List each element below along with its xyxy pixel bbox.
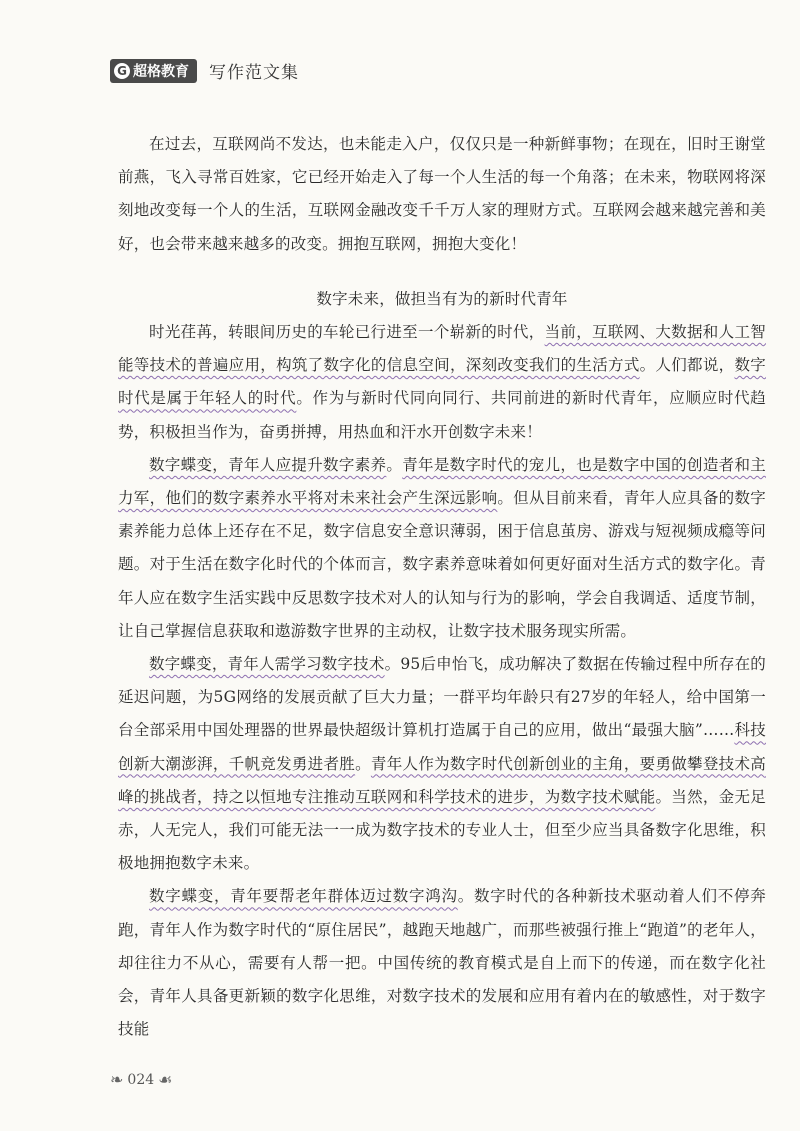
text-run: 。数字时代的各种新技术驱动着人们不停奔跑，青年人作为数字时代的“原住居民”，越跑天地越广，而那些被强行推上“跑道”的老年人，却往往力不从心，需要有人帮一把。中国传统的教育模式是自上而下的传递，而在数字化社会，青年人具备更新颖的数字化思维，对数字技术的发展和应用有着内在的敏感性，对于数字技能: [118, 887, 766, 1039]
brand-name: 超格教育: [133, 63, 189, 80]
highlighted-text: 当前，互联网、大数据和人工智能等技术的普遍应用，构筑了数字化的信息空间，深刻改变我们的生活方式: [118, 323, 766, 375]
highlighted-text: 数字蝶变，青年人应提升数字素养: [149, 455, 387, 474]
text-run: 。: [355, 754, 371, 773]
essay-paragraph-2: [118, 449, 766, 648]
highlighted-text: 数字时代是属于年轻人的时代: [118, 356, 766, 408]
essay-paragraph-3: [118, 648, 766, 880]
essay-title: 数字未来，做担当有为的新时代青年: [316, 289, 568, 308]
highlighted-text: 青年是数字时代的宠儿，也是数字中国的创造者和主力军，他们的数字素养水平将对未来社会产生深远影响: [118, 455, 766, 508]
text-run: 。当然，金无足赤，人无完人，我们可能无法一一成为数字技术的专业人士，但至少应当具备数字化思维，积极地拥抱数字未来。: [118, 787, 766, 873]
brand-logo-icon: G: [114, 63, 130, 79]
brand-badge: [110, 59, 197, 83]
highlighted-text: 科技创新大潮澎湃，千帆竞发勇进者胜: [118, 721, 766, 773]
page-header: [110, 58, 299, 83]
text-run: 。人们都说，: [639, 356, 735, 375]
text-run: 。但从目前来看，青年人应具备的数字素养能力总体上还存在不足，数字信息安全意识薄弱，困于信息茧房、游戏与短视频成瘾等问题。对于生活在数字化时代的个体而言，数字素养意味着如何更好面对生活方式的数字化。青年人应在数字生活实践中反思数字技术对人的认知与行为的影响，学会自我调适、适度节制，让自己掌握信息获取和遨游数字世界的主动权，让数字技术服务现实所需。: [118, 489, 766, 640]
highlighted-text: 青年人作为数字时代创新创业的主角，要勇做攀登技术高峰的挑战者，持之以恒地专注推动互联网和科学技术的进步，为数字技术赋能: [118, 754, 766, 806]
text-run: 。: [386, 455, 403, 474]
highlighted-text: 数字蝶变，青年要帮老年群体迈过数字鸿沟: [149, 887, 458, 906]
essay-paragraph-4: [118, 880, 766, 1046]
text-run: 。95后申怡飞，成功解决了数据在传输过程中所存在的延迟问题，为5G网络的发展贡献了巨大力量；一群平均年龄只有27岁的年轻人，给中国第一台全部采用中国处理器的世界最快超级计算机打造属于自己的应用，做出“最强大脑”……: [118, 655, 766, 740]
page-number: 024: [127, 1071, 155, 1088]
text-run: 。作为与新时代同向同行、共同前进的新时代青年，应顺应时代趋势，积极担当作为，奋勇拼搏，用热血和汗水开创数字未来！: [118, 389, 766, 441]
highlighted-text: 数字蝶变，青年人需学习数字技术: [149, 655, 385, 674]
series-title: 写作范文集: [209, 63, 299, 83]
page-body: [118, 128, 766, 1046]
right-ornament-icon: ☙: [158, 1070, 173, 1089]
page-footer: [110, 1070, 172, 1089]
essay-paragraph-1: [118, 316, 766, 449]
intro-paragraph: 在过去，互联网尚不发达，也未能走入户，仅仅只是一种新鲜事物；在现在，旧时王谢堂前燕，飞入寻常百姓家，它已经开始走入了每一个人生活的每一个角落；在未来，物联网将深刻地改变每一个人的生活，互联网金融改变千千万人家的理财方式。互联网会越来越完善和美好，也会带来越来越多的改变。拥抱互联网，拥抱大变化！: [118, 135, 766, 253]
left-ornament-icon: ❧: [110, 1070, 124, 1089]
text-run: 时光荏苒，转眼间历史的车轮已行进至一个崭新的时代，: [149, 323, 545, 342]
